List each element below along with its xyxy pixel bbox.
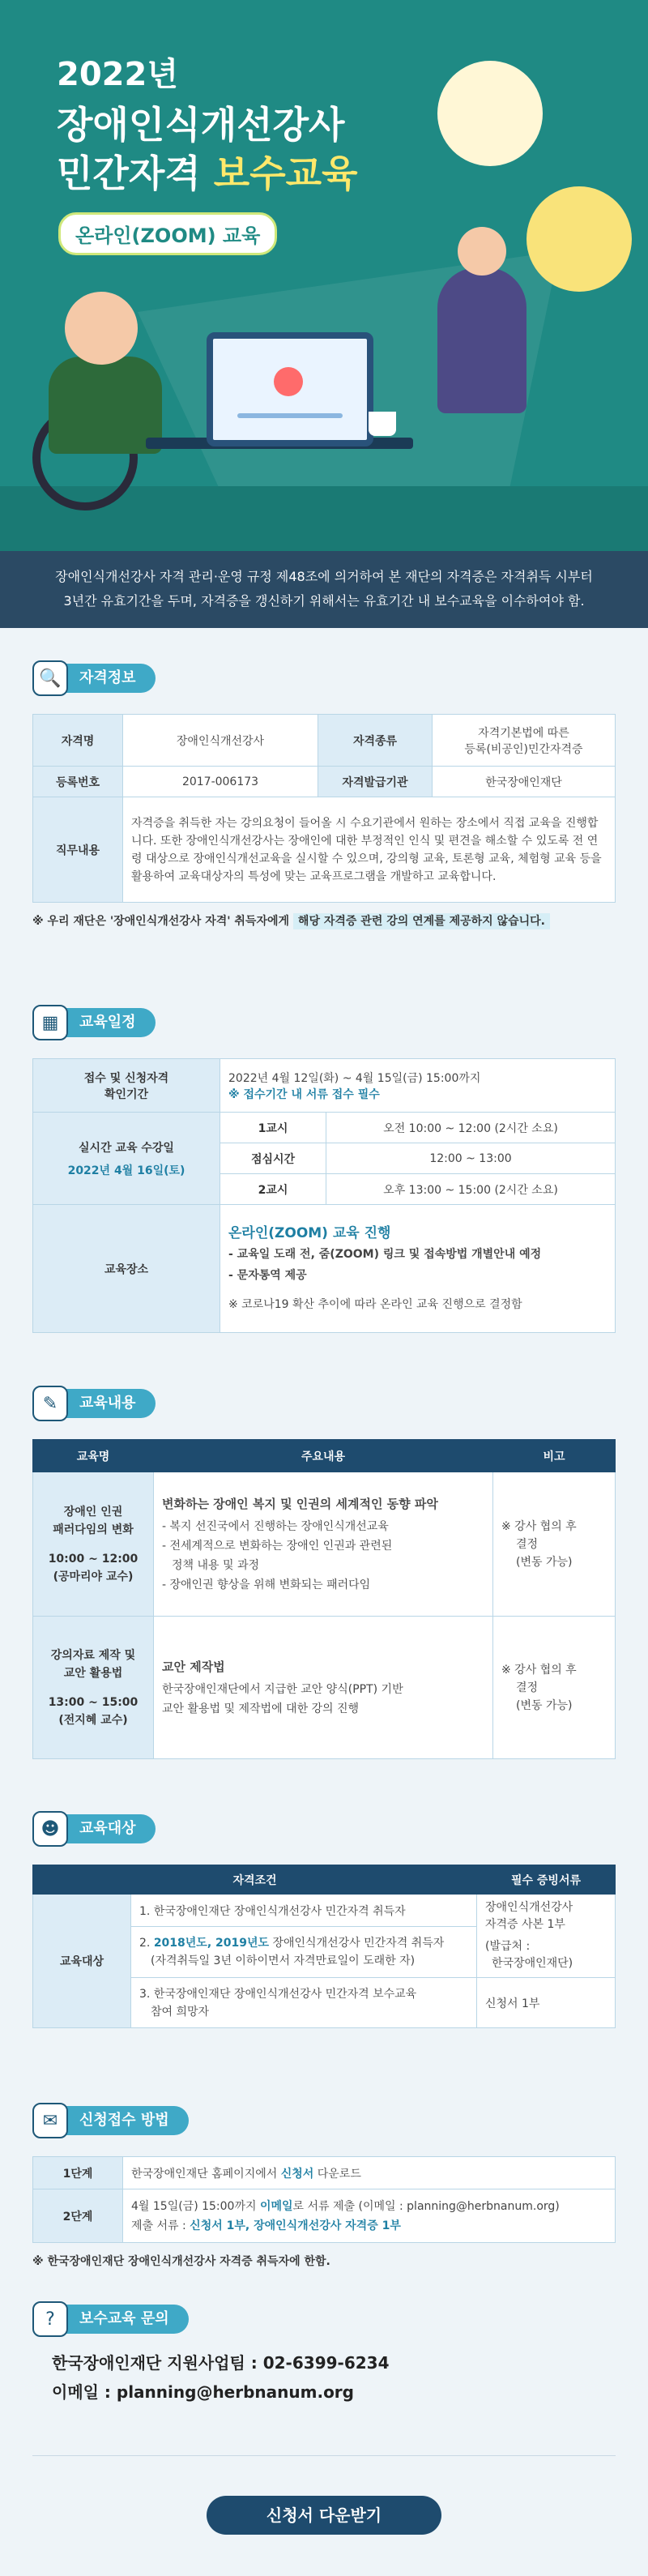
- column-header: 자격조건: [33, 1865, 477, 1895]
- cell-label: 자격명: [33, 715, 123, 767]
- illustration-student-body: [49, 357, 162, 454]
- apply-note: ※ 한국장애인재단 장애인식개선강사 자격증 취득자에 한함.: [32, 2255, 330, 2268]
- cell-value: 오전 10:00 ~ 12:00 (2시간 소요): [326, 1113, 616, 1143]
- apply-note: ※ 접수기간 내 서류 접수 필수: [228, 1087, 380, 1101]
- class-label: 실시간 교육 수강일: [79, 1141, 174, 1155]
- cell-value: 장애인식개선강사: [123, 715, 318, 767]
- section-target: [32, 1811, 616, 2028]
- section-qualification: [32, 660, 616, 929]
- hero-title-prefix: 민간자격: [57, 152, 201, 195]
- doc-cell-2: 신청서 1부: [477, 1978, 616, 2028]
- cell-label: [33, 1059, 220, 1113]
- section-title: 보수교육 문의: [52, 2305, 189, 2334]
- cell-value: [154, 1472, 493, 1617]
- row1-name-1: 장애인 인권: [63, 1505, 123, 1519]
- cell-label: 교육대상: [33, 1895, 131, 2028]
- apply-period: 2022년 4월 12일(화) ~ 4월 15일(금) 15:00까지: [228, 1071, 481, 1085]
- monitor-icon: [207, 332, 373, 446]
- cell-value: 한국장애인재단: [433, 767, 616, 797]
- online-badge: 온라인(ZOOM) 교육: [58, 212, 277, 255]
- row2-name-1: 강의자료 제작 및: [50, 1648, 136, 1662]
- cell-label: 등록번호: [33, 767, 123, 797]
- cell-label: 직무내용: [33, 797, 123, 903]
- section-header: [32, 2301, 616, 2337]
- column-header: 교육명: [33, 1440, 154, 1472]
- illustration-instructor: [437, 267, 526, 413]
- cell-label: 자격발급기관: [318, 767, 433, 797]
- c2-num: 2.: [139, 1937, 151, 1950]
- section-title: 자격정보: [52, 664, 156, 693]
- step-label: 1단계: [33, 2157, 123, 2189]
- c2-text: 장애인식개선강사 민간자격 취득자: [272, 1937, 445, 1950]
- section-title: 교육내용: [52, 1389, 156, 1418]
- illustration-student-face: [65, 292, 138, 365]
- step-1: [123, 2157, 616, 2189]
- row1-bullet-1: - 복지 선진국에서 진행하는 장애인식개선교육: [162, 1519, 389, 1533]
- row2-time: 13:00 ~ 15:00: [48, 1695, 139, 1709]
- schedule-table: [32, 1058, 616, 1333]
- condition-3: [131, 1978, 477, 2028]
- hero-title-highlight: 보수교육: [213, 152, 358, 195]
- doc1-line-a: 장애인식개선강사: [485, 1901, 573, 1914]
- instructor-face: [458, 227, 506, 276]
- illustration-reader-circle: [526, 186, 632, 292]
- cell-value: 2017-006173: [123, 767, 318, 797]
- s2-docs-label: 제출 서류 :: [131, 2219, 186, 2232]
- type-line2: 등록(비공인)민간자격증: [464, 742, 583, 756]
- section-inquiry: [32, 2301, 616, 2407]
- row1-note-3: (변동 가능): [516, 1555, 573, 1569]
- condition-2: [131, 1927, 477, 1978]
- intro-banner: [0, 551, 648, 628]
- section-content: [32, 1386, 616, 1759]
- row2-line-1: 한국장애인재단에서 지급한 교안 양식(PPT) 기반: [162, 1682, 403, 1696]
- note-text: ※ 우리 재단은 '장애인식개선강사 자격' 취득자에게: [32, 915, 290, 928]
- magnifier-icon: 🔍: [32, 660, 68, 696]
- row2-title: 교안 제작법: [162, 1659, 225, 1674]
- content-table: [32, 1439, 616, 1759]
- cell-value: 12:00 ~ 13:00: [326, 1143, 616, 1174]
- type-line1: 자격기본법에 따른: [478, 726, 569, 740]
- play-icon: [274, 367, 303, 396]
- row1-title: 변화하는 장애인 복지 및 인권의 세계적인 동향 파악: [162, 1496, 438, 1511]
- section-header: [32, 660, 616, 696]
- place-bullet-1: - 교육일 도래 전, 줌(ZOOM) 링크 및 접속방법 개별안내 예정: [228, 1247, 542, 1261]
- cell-label: 1교시: [220, 1113, 326, 1143]
- cell-label: 자격종류: [318, 715, 433, 767]
- cell-value: [220, 1205, 616, 1333]
- column-header: 비고: [493, 1440, 616, 1472]
- table-row: [33, 1472, 616, 1617]
- row1-bullet-3: - 장애인권 향상을 위해 변화되는 패러다임: [162, 1578, 371, 1591]
- cell-value: 오후 13:00 ~ 15:00 (2시간 소요): [326, 1174, 616, 1205]
- section-title: 신청접수 방법: [52, 2106, 189, 2135]
- row1-note-2: 결정: [516, 1537, 539, 1551]
- envelope-icon: ✉: [32, 2103, 68, 2138]
- s2-text-end: 로 서류 제출 (이메일 : planning@herbnanum.org): [292, 2199, 560, 2213]
- s1-text-end: 다운로드: [317, 2167, 361, 2181]
- section-schedule: [32, 1005, 616, 1333]
- section-header: [32, 2103, 616, 2138]
- c2-sub: (자격취득일 3년 이하이면서 자격만료일이 도래한 자): [151, 1954, 416, 1968]
- row1-bullet-2b: 정책 내용 및 과정: [172, 1558, 260, 1572]
- row1-bullet-2: - 전세계적으로 변화하는 장애인 인권과 관련된: [162, 1539, 393, 1553]
- s2-text: 4월 15일(금) 15:00까지: [131, 2199, 257, 2213]
- row1-name-2: 패러다임의 변화: [53, 1523, 134, 1536]
- s2-highlight: 이메일: [259, 2199, 293, 2213]
- question-bubble-icon: ?: [32, 2301, 68, 2337]
- section-header: [32, 1386, 616, 1421]
- cell-label: [33, 1113, 220, 1205]
- s1-text: 한국장애인재단 홈페이지에서: [131, 2167, 278, 2181]
- qualification-note: [32, 912, 616, 929]
- calendar-icon: ▦: [32, 1005, 68, 1040]
- cell-label: [33, 1617, 154, 1759]
- video-progress-bar: [237, 413, 343, 418]
- cell-note: [493, 1472, 616, 1617]
- condition-1: 1. 한국장애인재단 장애인식개선강사 민간자격 취득자: [131, 1895, 477, 1927]
- hero-year: 2022년: [57, 56, 178, 93]
- section-title: 교육대상: [52, 1814, 156, 1843]
- divider: [32, 2455, 616, 2456]
- table-row: [33, 1617, 616, 1759]
- s1-highlight: 신청서: [280, 2167, 314, 2181]
- apply-label-2: 확인기간: [104, 1087, 149, 1101]
- column-header: 주요내용: [154, 1440, 493, 1472]
- section-header: [32, 1005, 616, 1040]
- hero-banner: [0, 0, 648, 551]
- place-title: 온라인(ZOOM) 교육 진행: [228, 1224, 391, 1241]
- place-note: ※ 코로나19 확산 추이에 따라 온라인 교육 진행으로 결정함: [228, 1297, 522, 1311]
- intro-line2: 3년간 유효기간을 두며, 자격증을 갱신하기 위해서는 유효기간 내 보수교육을 이수하여야 함.: [63, 593, 585, 609]
- cell-value: 자격증을 취득한 자는 강의요청이 들어올 시 수요기관에서 원하는 장소에서 직접 교육을 진행합니다. 또한 장애인식개선강사는 장애인에 대한 부정적인 인식 및 편견을 해소할 수 있도록 전 연령 대상으로 장애인식개선교육을 실시할 수 있으며, 강의형 교육, 토론형 교육, 체험형 교육 등을 활용하여 교육대상자의 특성에 맞는 교육프로그램을 개발하고 교육합니다.: [123, 797, 616, 903]
- column-header: 필수 증빙서류: [477, 1865, 616, 1895]
- people-icon: ☻: [32, 1811, 68, 1847]
- row2-teacher: (전지혜 교수): [58, 1713, 128, 1727]
- contact-phone: 한국장애인재단 지원사업팀 : 02-6399-6234: [52, 2353, 390, 2373]
- row2-note-2: 결정: [516, 1681, 539, 1694]
- doc1-line-c: (발급처 :: [485, 1940, 531, 1953]
- c3-line-a: 3. 한국장애인재단 장애인식개선강사 민간자격 보수교육: [139, 1987, 417, 2001]
- cell-label: 교육장소: [33, 1205, 220, 1333]
- section-apply: [32, 2103, 616, 2269]
- place-bullet-2: - 문자통역 제공: [228, 1268, 307, 1282]
- s2-docs: 신청서 1부, 장애인식개선강사 자격증 1부: [190, 2219, 401, 2232]
- qualification-table: [32, 714, 616, 903]
- cell-value: [154, 1617, 493, 1759]
- row1-note-1: ※ 강사 협의 후: [501, 1519, 577, 1533]
- cell-value: [433, 715, 616, 767]
- book-icon: ✎: [32, 1386, 68, 1421]
- doc-cell-1: [477, 1895, 616, 1978]
- row1-teacher: (공마리야 교수): [53, 1570, 134, 1583]
- download-application-button[interactable]: 신청서 다운받기: [207, 2496, 441, 2535]
- row2-note-3: (변동 가능): [516, 1698, 573, 1712]
- cell-value: [220, 1059, 616, 1113]
- row2-name-2: 교안 활용법: [63, 1666, 123, 1680]
- doc1-line-b: 자격증 사본 1부: [485, 1918, 565, 1931]
- mug-icon: [369, 412, 396, 436]
- c2-year: 2018년도, 2019년도: [153, 1937, 270, 1950]
- cell-note: [493, 1617, 616, 1759]
- contact-email: 이메일 : planning@herbnanum.org: [52, 2382, 354, 2402]
- cell-label: 점심시간: [220, 1143, 326, 1174]
- target-table: [32, 1865, 616, 2028]
- row1-time: 10:00 ~ 12:00: [48, 1552, 139, 1566]
- cell-label: 2교시: [220, 1174, 326, 1205]
- hero-title-line1: 장애인식개선강사: [57, 103, 345, 147]
- illustration-person-circle: [437, 61, 543, 166]
- section-header: [32, 1811, 616, 1847]
- apply-label-1: 접수 및 신청자격: [83, 1071, 169, 1085]
- contact-info: [32, 2348, 616, 2407]
- note-highlight: 해당 자격증 관련 강의 연계를 제공하지 않습니다.: [293, 913, 550, 929]
- class-date: 2022년 4월 16일(토): [67, 1164, 185, 1177]
- apply-table: [32, 2156, 616, 2243]
- row2-note-1: ※ 강사 협의 후: [501, 1663, 577, 1677]
- section-title: 교육일정: [52, 1008, 156, 1037]
- step-2: [123, 2189, 616, 2243]
- intro-line1: 장애인식개선강사 자격 관리·운영 규정 제48조에 의거하여 본 재단의 자격증은 자격취득 시부터: [55, 569, 593, 584]
- cell-label: [33, 1472, 154, 1617]
- hero-title-line2: [57, 144, 358, 198]
- c3-line-b: 참여 희망자: [151, 2005, 210, 2019]
- step-label: 2단계: [33, 2189, 123, 2243]
- doc1-line-d: 한국장애인재단): [492, 1957, 573, 1970]
- row2-line-2: 교안 활용법 및 제작법에 대한 강의 진행: [162, 1702, 360, 1715]
